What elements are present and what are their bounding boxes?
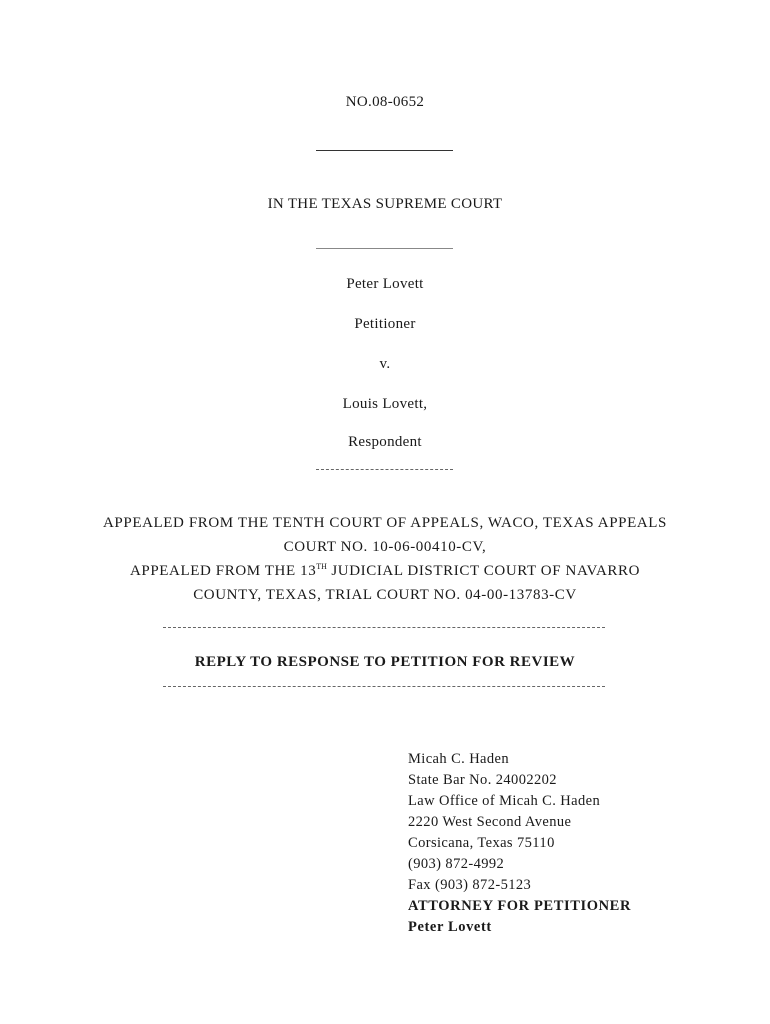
respondent-role: Respondent <box>348 434 422 450</box>
attorney-role: ATTORNEY FOR PETITIONER <box>408 898 632 914</box>
ordinal-suffix: TH <box>316 562 327 571</box>
divider <box>316 469 453 470</box>
divider <box>163 627 605 628</box>
attorney-client: Peter Lovett <box>408 919 492 935</box>
appeal-line-3-suffix: JUDICIAL DISTRICT COURT OF NAVARRO <box>326 563 641 579</box>
attorney-street: 2220 West Second Avenue <box>408 814 572 830</box>
petitioner-role: Petitioner <box>354 316 416 332</box>
appeal-line-3-prefix: APPEALED FROM THE 13 <box>129 563 317 579</box>
court-name: IN THE TEXAS SUPREME COURT <box>267 196 503 212</box>
appeal-line-3 <box>60 559 710 583</box>
attorney-phone: (903) 872-4992 <box>408 856 505 872</box>
document-title: REPLY TO RESPONSE TO PETITION FOR REVIEW <box>194 654 576 670</box>
attorney-firm: Law Office of Micah C. Haden <box>408 793 601 809</box>
appeal-line-4: COUNTY, TEXAS, TRIAL COURT NO. 04-00-13783-CV <box>193 587 577 603</box>
attorney-fax: Fax (903) 872-5123 <box>408 877 532 893</box>
divider <box>316 248 453 249</box>
appeal-block <box>60 511 710 607</box>
attorney-city: Corsicana, Texas 75110 <box>408 835 555 851</box>
appeal-line-1: APPEALED FROM THE TENTH COURT OF APPEALS, WACO, TEXAS APPEALS <box>103 515 667 531</box>
appeal-line-2: COURT NO. 10-06-00410-CV, <box>283 539 487 555</box>
attorney-signature-block <box>408 749 631 938</box>
respondent-name: Louis Lovett, <box>342 396 428 412</box>
divider <box>316 150 453 151</box>
attorney-name: Micah C. Haden <box>408 751 510 767</box>
versus: v. <box>379 356 391 372</box>
attorney-bar-number: State Bar No. 24002202 <box>408 772 557 788</box>
divider <box>163 686 605 687</box>
petitioner-name: Peter Lovett <box>346 276 424 292</box>
case-number: NO.08-0652 <box>345 94 425 110</box>
